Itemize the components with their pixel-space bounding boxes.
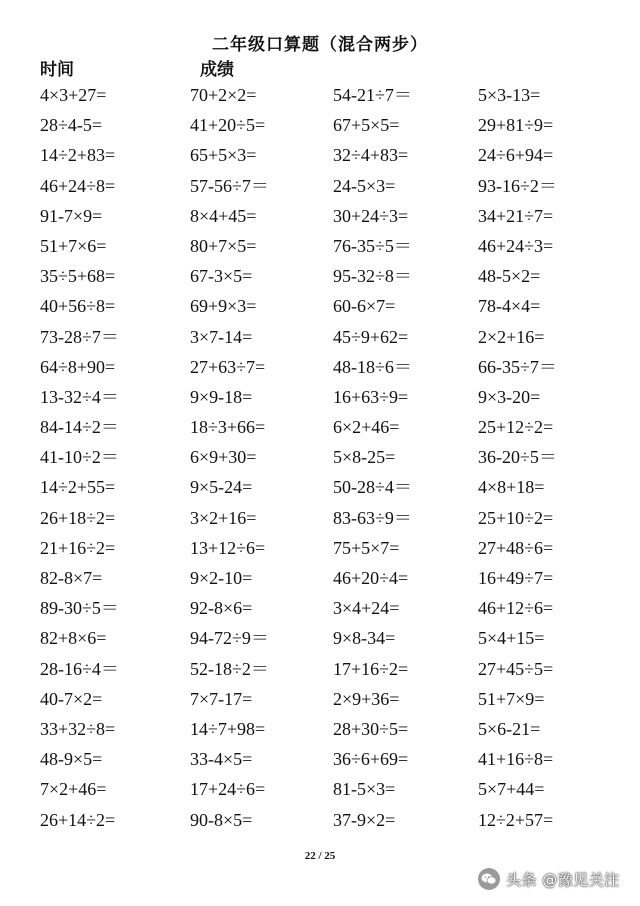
problem-1-2: 28÷4-5= [40,115,103,136]
problem-3-7: 95-32÷8＝ [333,266,412,287]
problem-1-20: 28-16÷4＝ [40,658,119,679]
problem-1-21: 40-7×2= [40,688,103,709]
problem-3-13: 5×8-25= [333,447,396,468]
problem-1-17: 82-8×7= [40,568,103,588]
problem-3-24: 81-5×3= [333,779,396,800]
problem-1-22: 33+32÷8= [40,718,116,739]
problem-4-8: 78-4×4= [478,296,541,317]
problem-4-1: 5×3-13= [478,85,541,105]
problem-1-16: 21+16÷2= [40,537,116,558]
problem-2-13: 6×9+30= [190,447,257,468]
problem-3-22: 28+30÷5= [333,718,409,739]
problem-4-21: 51+7×9= [478,688,545,709]
watermark-text: 头条 @豫见关注 [506,870,620,889]
problem-4-10: 66-35÷7＝ [478,356,557,377]
time-label: 时间 [40,60,74,79]
problem-1-14: 14÷2+55= [40,477,116,498]
problem-2-19: 94-72÷9＝ [190,628,269,649]
problem-4-9: 2×2+16= [478,326,545,347]
problem-4-3: 24÷6+94= [478,145,554,166]
problem-4-18: 46+12÷6= [478,598,554,619]
problem-2-14: 9×5-24= [190,477,253,498]
problem-3-20: 17+16÷2= [333,658,409,679]
problem-2-8: 69+9×3= [190,296,257,317]
problem-1-15: 26+18÷2= [40,507,116,528]
problem-2-24: 17+24÷6= [190,779,266,800]
problem-3-6: 76-35÷5＝ [333,235,412,256]
problem-3-5: 30+24÷3= [333,205,409,226]
problem-1-6: 51+7×6= [40,235,107,256]
problem-4-17: 16+49÷7= [478,568,554,588]
page-number: 22 / 25 [304,850,336,862]
problem-3-9: 45÷9+62= [333,326,409,347]
problem-4-12: 25+12÷2= [478,417,554,438]
problem-4-16: 27+48÷6= [478,537,554,558]
page-title: 二年级口算题（混合两步） [212,35,428,54]
problem-3-1: 54-21÷7＝ [333,85,412,105]
problem-3-18: 3×4+24= [333,598,400,619]
problem-3-11: 16+63÷9= [333,386,409,407]
problem-2-4: 57-56÷7＝ [190,175,269,196]
problem-1-10: 64÷8+90= [40,356,116,377]
score-label: 成绩 [200,60,234,79]
problem-2-6: 80+7×5= [190,235,257,256]
problem-3-12: 6×2+46= [333,417,400,438]
problem-2-3: 65+5×3= [190,145,257,166]
watermark [478,866,620,892]
problem-1-4: 46+24÷8= [40,175,116,196]
problem-1-23: 48-9×5= [40,749,103,770]
problem-3-21: 2×9+36= [333,688,400,709]
problem-4-7: 48-5×2= [478,266,541,287]
wechat-icon [478,868,500,890]
problem-2-21: 7×7-17= [190,688,253,709]
problem-1-25: 26+14÷2= [40,809,116,830]
problem-3-2: 67+5×5= [333,115,400,136]
problem-1-19: 82+8×6= [40,628,107,649]
problem-2-16: 13+12÷6= [190,537,266,558]
problem-2-18: 92-8×6= [190,598,253,619]
problem-1-1: 4×3+27= [40,85,107,105]
problem-2-15: 3×2+16= [190,507,257,528]
problem-2-1: 70+2×2= [190,85,257,105]
problem-1-18: 89-30÷5＝ [40,598,119,619]
problem-3-23: 36÷6+69= [333,749,409,770]
problem-2-5: 8×4+45= [190,205,257,226]
problem-3-14: 50-28÷4＝ [333,477,412,498]
problem-1-7: 35÷5+68= [40,266,116,287]
problem-2-25: 90-8×5= [190,809,253,830]
problem-2-23: 33-4×5= [190,749,253,770]
problem-1-9: 73-28÷7＝ [40,326,119,347]
problem-3-25: 37-9×2= [333,809,396,830]
problem-1-3: 14÷2+83= [40,145,116,166]
problem-1-11: 13-32÷4＝ [40,386,119,407]
problem-4-19: 5×4+15= [478,628,545,649]
problem-1-12: 84-14÷2＝ [40,417,119,438]
problem-3-15: 83-63÷9＝ [333,507,412,528]
problem-2-11: 9×9-18= [190,386,253,407]
problem-4-6: 46+24÷3= [478,235,554,256]
problem-1-8: 40+56÷8= [40,296,116,317]
problem-4-25: 12÷2+57= [478,809,554,830]
problem-2-10: 27+63÷7= [190,356,266,377]
problem-2-20: 52-18÷2＝ [190,658,269,679]
problem-4-24: 5×7+44= [478,779,545,800]
problem-3-16: 75+5×7= [333,537,400,558]
problem-4-14: 4×8+18= [478,477,545,498]
problem-3-4: 24-5×3= [333,175,396,196]
problem-4-15: 25+10÷2= [478,507,554,528]
problem-4-4: 93-16÷2＝ [478,175,557,196]
problem-2-17: 9×2-10= [190,568,253,588]
problem-3-19: 9×8-34= [333,628,396,649]
problem-1-24: 7×2+46= [40,779,107,800]
problem-4-2: 29+81÷9= [478,115,554,136]
problem-3-8: 60-6×7= [333,296,396,317]
problem-2-12: 18÷3+66= [190,417,266,438]
problem-2-7: 67-3×5= [190,266,253,287]
problem-3-17: 46+20÷4= [333,568,409,588]
problem-4-5: 34+21÷7= [478,205,554,226]
problem-grid [40,80,610,830]
problem-3-3: 32÷4+83= [333,145,409,166]
problem-2-9: 3×7-14= [190,326,253,347]
problem-4-13: 36-20÷5＝ [478,447,557,468]
problem-2-22: 14÷7+98= [190,718,266,739]
problem-4-20: 27+45÷5= [478,658,554,679]
problem-4-23: 41+16÷8= [478,749,554,770]
problem-4-11: 9×3-20= [478,386,541,407]
problem-3-10: 48-18÷6＝ [333,356,412,377]
problem-2-2: 41+20÷5= [190,115,266,136]
problem-4-22: 5×6-21= [478,718,541,739]
problem-1-5: 91-7×9= [40,205,103,226]
problem-1-13: 41-10÷2＝ [40,447,119,468]
